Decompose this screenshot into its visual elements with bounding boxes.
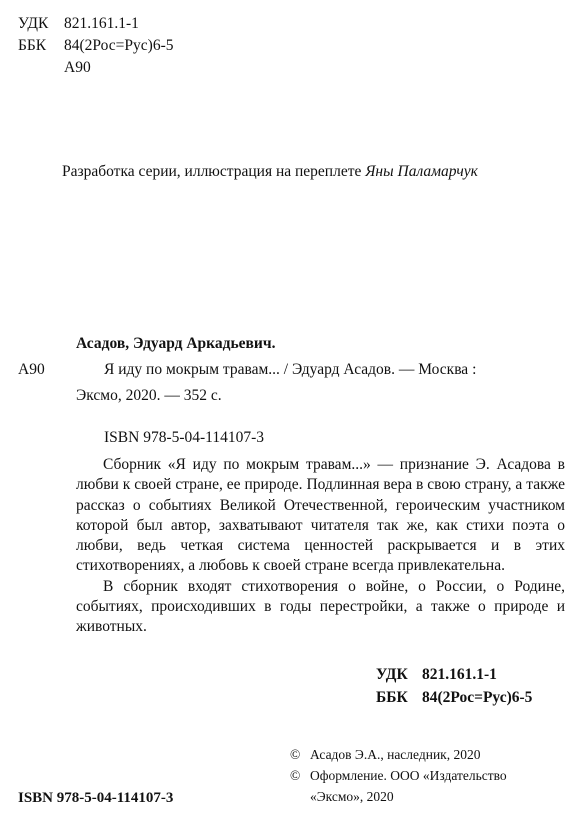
title-line-2: Эксмо, 2020. — 352 с.: [76, 387, 222, 404]
top-bbk-label: ББК: [18, 37, 47, 54]
credits-text: Разработка серии, иллюстрация на переплете: [62, 163, 366, 180]
top-udk-value: 821.161.1-1: [64, 15, 139, 32]
footer-isbn: ISBN 978-5-04-114107-3: [18, 790, 174, 806]
author-heading: Асадов, Эдуард Аркадьевич.: [76, 335, 276, 352]
copyright-line-3: «Эксмо», 2020: [310, 789, 394, 804]
record-author-mark: А90: [18, 361, 45, 378]
copyright-line-1: [290, 746, 480, 764]
annotation-paragraph-1: Сборник «Я иду по мокрым травам...» — признание Э. Асадова в любви к своей стране, ее природе. Подлинная вера в свою страну, а также рассказ о событиях Великой Отечественной, героическим участником которой был автор, захватывают читателя так же, как стихи поэта о любви, ведь четкая система ценностей раскрывается и в этих стихотворениях, а любовь к своей стране всегда привлекательна.: [76, 456, 565, 575]
bottom-udk-label: УДК: [376, 666, 408, 683]
record-isbn: ISBN 978-5-04-114107-3: [104, 429, 265, 446]
credits-artist: Яны Паламарчук: [365, 163, 478, 180]
copyright-icon: ©: [290, 747, 301, 762]
title-line-1: Я иду по мокрым травам... / Эдуард Асадов. — Москва :: [104, 361, 477, 378]
copyright-text-2: Оформление. ООО «Издательство: [310, 768, 507, 783]
series-credits: [62, 162, 478, 182]
copyright-icon: ©: [290, 768, 301, 783]
bottom-bbk-label: ББК: [376, 689, 408, 706]
bottom-udk-value: 821.161.1-1: [422, 666, 497, 683]
top-author-mark: А90: [64, 59, 91, 76]
copyright-text-1: Асадов Э.А., наследник, 2020: [310, 747, 481, 762]
copyright-line-2: [290, 767, 507, 785]
top-bbk-value: 84(2Рос=Рус)6-5: [64, 37, 174, 54]
annotation: [76, 455, 565, 638]
top-udk-label: УДК: [18, 15, 49, 32]
bottom-bbk-value: 84(2Рос=Рус)6-5: [422, 689, 533, 706]
annotation-paragraph-2: В сборник входят стихотворения о войне, о России, о Родине, событиях, происходивших в годы перестройки, а также о природе и животных.: [76, 577, 565, 636]
